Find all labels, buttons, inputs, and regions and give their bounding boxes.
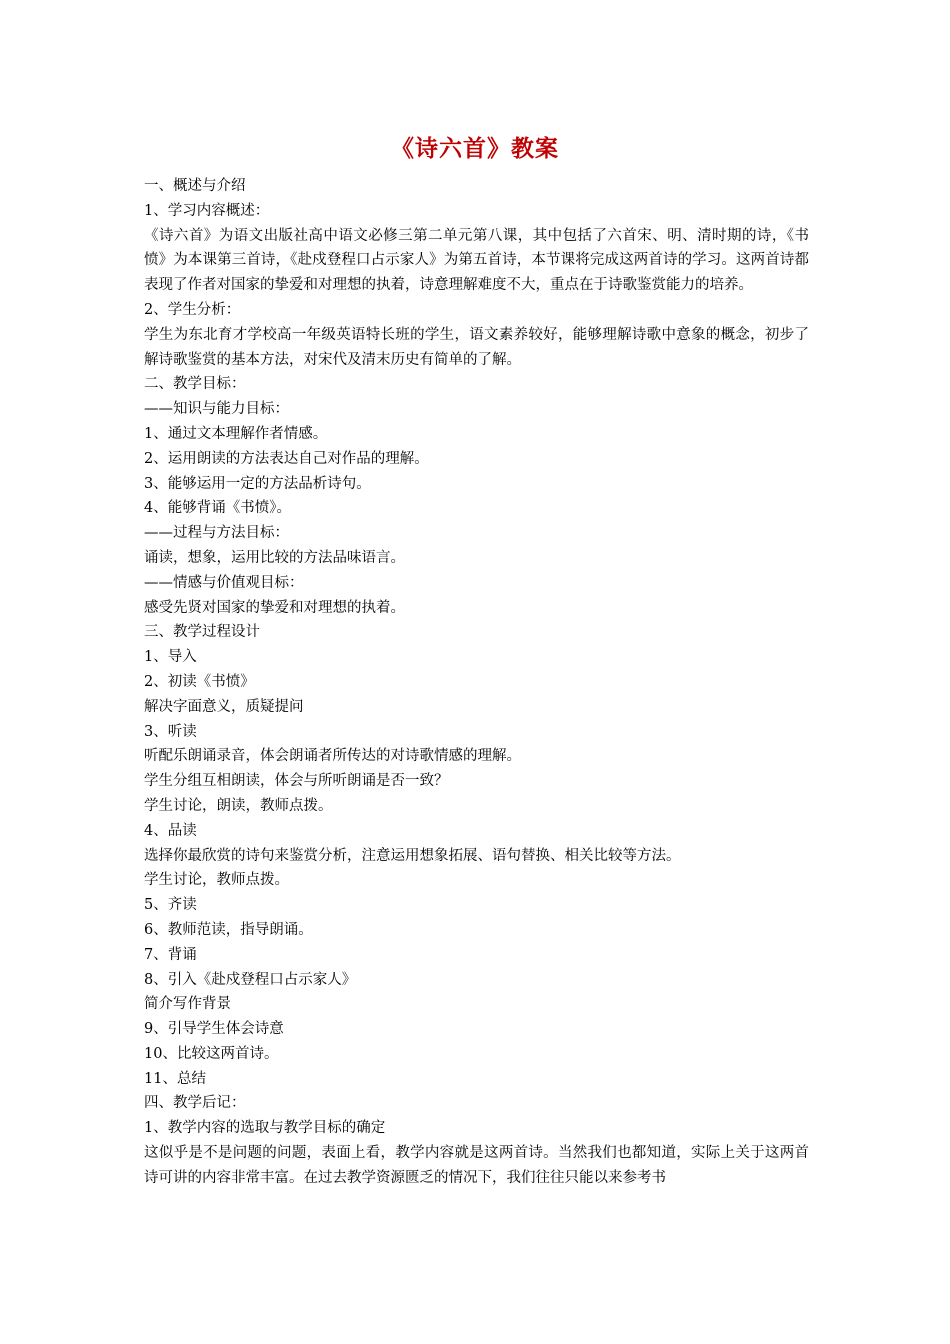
document-body: [144, 174, 809, 1191]
text-line: 学生讨论，朗读，教师点拨。: [144, 797, 333, 814]
text-line: ——过程与方法目标：: [144, 525, 289, 542]
text-line: 二、教学目标：: [144, 376, 246, 393]
text-line: 6、教师范读，指导朗诵。: [144, 921, 313, 938]
text-line: 四、教学后记：: [144, 1095, 246, 1112]
text-line: 5、齐读: [144, 897, 197, 914]
text-line: 选择你最欣赏的诗句来鉴赏分析，注意运用想象拓展、语句替换、相关比较等方法。: [144, 847, 681, 864]
text-line: 三、教学过程设计: [144, 624, 260, 641]
text-line: 听配乐朗诵录音，体会朗诵者所传达的对诗歌情感的理解。: [144, 748, 521, 765]
paragraph-p1: 《诗六首》为语文出版社高中语文必修三第二单元第八课，其中包括了六首宋、明、清时期的诗，《书愤》为本课第三首诗，《赴戍登程口占示家人》为第五首诗，本节课将完成这两首诗的学习。这两首诗都表现了作者对国家的挚爱和对理想的执着，诗意理解难度不大，重点在于诗歌鉴赏能力的培养。: [144, 227, 809, 294]
text-line: 4、品读: [144, 822, 197, 839]
document-title: 《诗六首》教案: [391, 135, 559, 162]
text-line: 学生分组互相朗读，体会与所听朗诵是否一致？: [144, 773, 449, 790]
text-line: 诵读，想象，运用比较的方法品味语言。: [144, 549, 405, 566]
text-line: 8、引入《赴戍登程口占示家人》: [144, 971, 357, 988]
text-line: 3、能够运用一定的方法品析诗句。: [144, 475, 371, 492]
text-line: 简介写作背景: [144, 996, 231, 1013]
text-line: ——情感与价值观目标：: [144, 574, 304, 591]
text-line: 11、总结: [144, 1070, 206, 1087]
text-line: 1、教学内容的选取与教学目标的确定: [144, 1120, 386, 1137]
text-line: ——知识与能力目标：: [144, 401, 289, 418]
text-line: 解决字面意义，质疑提问: [144, 698, 304, 715]
text-line: 感受先贤对国家的挚爱和对理想的执着。: [144, 599, 405, 616]
text-line: 1、导入: [144, 649, 197, 666]
text-line: 学生讨论，教师点拨。: [144, 872, 289, 889]
text-line: 10、比较这两首诗。: [144, 1045, 279, 1062]
text-line: 1、学习内容概述：: [144, 202, 270, 219]
text-line: 一、概述与介绍: [144, 178, 246, 194]
paragraph-p2: 学生为东北育才学校高一年级英语特长班的学生，语文素养较好，能够理解诗歌中意象的概念，初步了解诗歌鉴赏的基本方法，对宋代及清末历史有简单的了解。: [144, 326, 809, 368]
text-line: 2、初读《书愤》: [144, 673, 255, 690]
text-line: 2、运用朗读的方法表达自己对作品的理解。: [144, 450, 429, 467]
text-line: 4、能够背诵《书愤》。: [144, 500, 291, 517]
paragraph-p3: 这似乎是不是问题的问题，表面上看，教学内容就是这两首诗。当然我们也都知道，实际上关于这两首诗可讲的内容非常丰富。在过去教学资源匮乏的情况下，我们往往只能以来参考书: [144, 1145, 809, 1186]
text-line: 2、学生分析：: [144, 301, 241, 318]
text-line: 7、背诵: [144, 946, 197, 963]
text-line: 1、通过文本理解作者情感。: [144, 425, 328, 442]
text-line: 9、引导学生体会诗意: [144, 1021, 284, 1038]
text-line: 3、听读: [144, 723, 197, 740]
